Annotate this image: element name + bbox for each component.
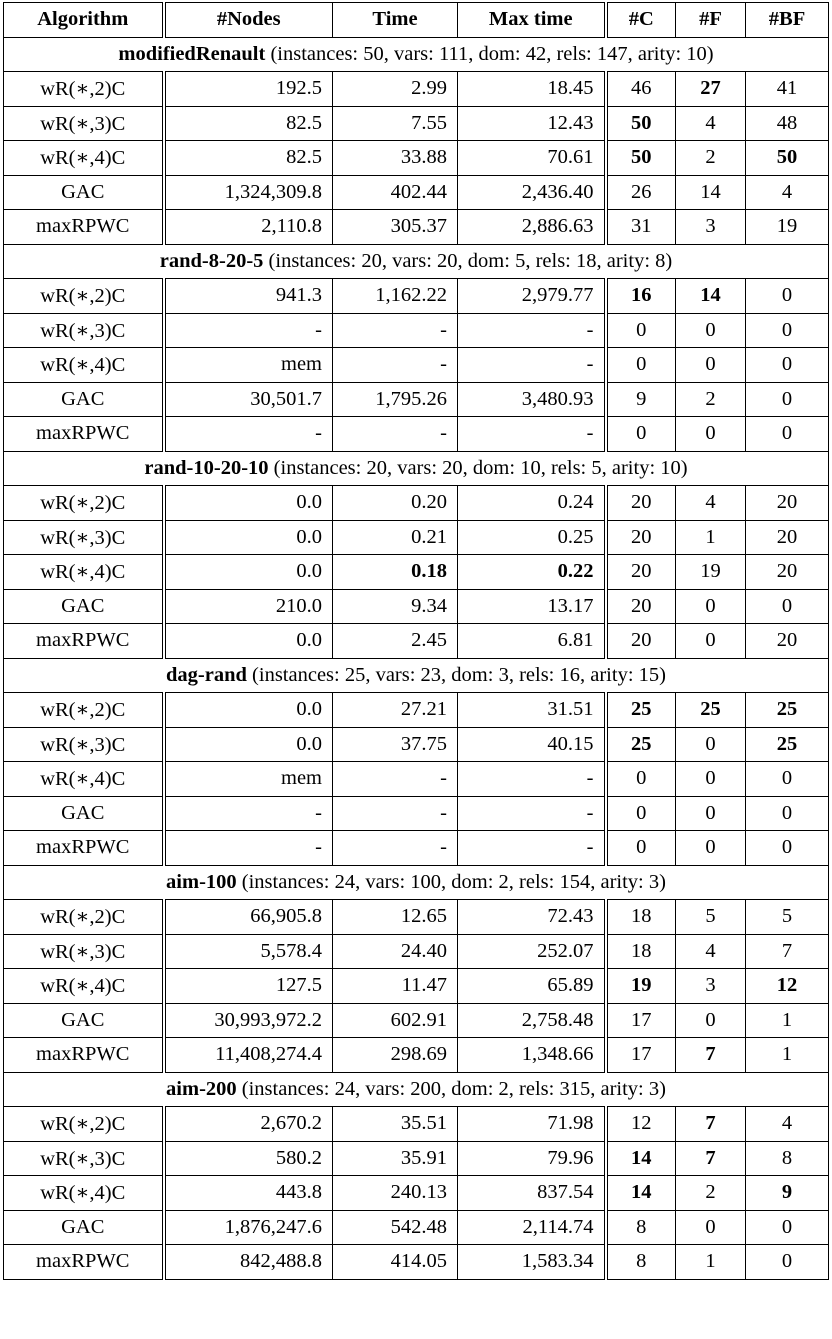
algorithm-cell: maxRPWC (4, 210, 164, 245)
algorithm-cell: GAC (4, 382, 164, 417)
max-time-cell: 0.22 (458, 555, 606, 590)
group-header-row (4, 244, 829, 279)
nodes-cell: 30,993,972.2 (164, 1003, 333, 1038)
table-row (4, 900, 829, 935)
algorithm-cell: wR(∗,3)C (4, 1141, 164, 1176)
header-max-time: Max time (458, 3, 606, 38)
c-count-cell: 25 (606, 727, 676, 762)
algorithm-cell: GAC (4, 175, 164, 210)
f-count-cell: 0 (676, 348, 746, 383)
nodes-cell: 5,578.4 (164, 934, 333, 969)
c-count-cell: 8 (606, 1210, 676, 1245)
c-count-cell: 16 (606, 279, 676, 314)
bf-count-cell: 1 (746, 1003, 829, 1038)
c-count-cell: 20 (606, 520, 676, 555)
time-cell: 305.37 (333, 210, 458, 245)
f-count-cell: 0 (676, 589, 746, 624)
algorithm-cell: maxRPWC (4, 624, 164, 659)
c-count-cell: 18 (606, 900, 676, 935)
f-count-cell: 7 (676, 1141, 746, 1176)
bf-count-cell: 0 (746, 417, 829, 452)
bf-count-cell: 25 (746, 693, 829, 728)
nodes-cell: 30,501.7 (164, 382, 333, 417)
nodes-cell: 941.3 (164, 279, 333, 314)
algorithm-cell: wR(∗,4)C (4, 555, 164, 590)
f-count-cell: 2 (676, 1176, 746, 1211)
c-count-cell: 50 (606, 106, 676, 141)
bf-count-cell: 20 (746, 486, 829, 521)
time-cell: - (333, 417, 458, 452)
table-row (4, 279, 829, 314)
nodes-cell: 0.0 (164, 555, 333, 590)
algorithm-cell: wR(∗,3)C (4, 520, 164, 555)
nodes-cell: - (164, 417, 333, 452)
nodes-cell: 2,110.8 (164, 210, 333, 245)
group-name: dag-rand (166, 663, 247, 686)
nodes-cell: mem (164, 762, 333, 797)
bf-count-cell: 0 (746, 348, 829, 383)
table-row (4, 1210, 829, 1245)
nodes-cell: 2,670.2 (164, 1107, 333, 1142)
bf-count-cell: 20 (746, 624, 829, 659)
f-count-cell: 0 (676, 762, 746, 797)
max-time-cell: - (458, 417, 606, 452)
bf-count-cell: 50 (746, 141, 829, 176)
group-params: (instances: 50, vars: 111, dom: 42, rels: 147, arity: 10) (270, 42, 714, 65)
max-time-cell: 252.07 (458, 934, 606, 969)
algorithm-cell: maxRPWC (4, 831, 164, 866)
algorithm-cell: wR(∗,3)C (4, 727, 164, 762)
f-count-cell: 2 (676, 141, 746, 176)
table-row (4, 1003, 829, 1038)
algorithm-cell: wR(∗,2)C (4, 900, 164, 935)
time-cell: 24.40 (333, 934, 458, 969)
bf-count-cell: 20 (746, 555, 829, 590)
bf-count-cell: 4 (746, 1107, 829, 1142)
time-cell: 12.65 (333, 900, 458, 935)
f-count-cell: 3 (676, 210, 746, 245)
bf-count-cell: 0 (746, 589, 829, 624)
time-cell: 0.21 (333, 520, 458, 555)
header-time: Time (333, 3, 458, 38)
table-row (4, 934, 829, 969)
group-name: aim-200 (166, 1077, 237, 1100)
algorithm-cell: wR(∗,4)C (4, 1176, 164, 1211)
table-row (4, 486, 829, 521)
group-header-row (4, 451, 829, 486)
group-header (4, 658, 829, 693)
bf-count-cell: 0 (746, 762, 829, 797)
group-params: (instances: 20, vars: 20, dom: 10, rels: 5, arity: 10) (273, 456, 688, 479)
nodes-cell: 0.0 (164, 693, 333, 728)
algorithm-cell: GAC (4, 1210, 164, 1245)
bf-count-cell: 25 (746, 727, 829, 762)
c-count-cell: 0 (606, 796, 676, 831)
max-time-cell: 79.96 (458, 1141, 606, 1176)
f-count-cell: 1 (676, 520, 746, 555)
c-count-cell: 8 (606, 1245, 676, 1280)
group-header (4, 37, 829, 72)
table-row (4, 520, 829, 555)
algorithm-cell: wR(∗,4)C (4, 141, 164, 176)
table-row (4, 210, 829, 245)
header-algorithm: Algorithm (4, 3, 164, 38)
algorithm-cell: wR(∗,2)C (4, 1107, 164, 1142)
nodes-cell: 210.0 (164, 589, 333, 624)
max-time-cell: 0.24 (458, 486, 606, 521)
nodes-cell: 443.8 (164, 1176, 333, 1211)
f-count-cell: 7 (676, 1038, 746, 1073)
f-count-cell: 2 (676, 382, 746, 417)
bf-count-cell: 0 (746, 831, 829, 866)
bf-count-cell: 0 (746, 1210, 829, 1245)
header-f: #F (676, 3, 746, 38)
max-time-cell: - (458, 762, 606, 797)
f-count-cell: 4 (676, 934, 746, 969)
c-count-cell: 9 (606, 382, 676, 417)
max-time-cell: 2,758.48 (458, 1003, 606, 1038)
group-header-row (4, 658, 829, 693)
table-row (4, 762, 829, 797)
table-row (4, 313, 829, 348)
time-cell: 27.21 (333, 693, 458, 728)
f-count-cell: 14 (676, 175, 746, 210)
nodes-cell: 0.0 (164, 727, 333, 762)
group-header-row (4, 37, 829, 72)
nodes-cell: - (164, 796, 333, 831)
algorithm-cell: GAC (4, 1003, 164, 1038)
max-time-cell: 72.43 (458, 900, 606, 935)
max-time-cell: - (458, 313, 606, 348)
bf-count-cell: 5 (746, 900, 829, 935)
max-time-cell: 1,583.34 (458, 1245, 606, 1280)
table-row (4, 348, 829, 383)
max-time-cell: 40.15 (458, 727, 606, 762)
bf-count-cell: 0 (746, 382, 829, 417)
max-time-cell: - (458, 831, 606, 866)
max-time-cell: 31.51 (458, 693, 606, 728)
c-count-cell: 25 (606, 693, 676, 728)
table-row (4, 727, 829, 762)
time-cell: 9.34 (333, 589, 458, 624)
max-time-cell: 70.61 (458, 141, 606, 176)
table-row (4, 1176, 829, 1211)
algorithm-cell: maxRPWC (4, 1038, 164, 1073)
time-cell: 414.05 (333, 1245, 458, 1280)
nodes-cell: - (164, 831, 333, 866)
time-cell: - (333, 762, 458, 797)
time-cell: 37.75 (333, 727, 458, 762)
time-cell: 1,795.26 (333, 382, 458, 417)
time-cell: 33.88 (333, 141, 458, 176)
nodes-cell: 1,324,309.8 (164, 175, 333, 210)
algorithm-cell: wR(∗,2)C (4, 279, 164, 314)
c-count-cell: 12 (606, 1107, 676, 1142)
time-cell: 0.20 (333, 486, 458, 521)
group-name: aim-100 (166, 870, 237, 893)
c-count-cell: 0 (606, 348, 676, 383)
bf-count-cell: 1 (746, 1038, 829, 1073)
algorithm-cell: maxRPWC (4, 417, 164, 452)
max-time-cell: 6.81 (458, 624, 606, 659)
results-table (3, 2, 829, 1280)
group-header (4, 865, 829, 900)
nodes-cell: 0.0 (164, 486, 333, 521)
max-time-cell: 837.54 (458, 1176, 606, 1211)
time-cell: 1,162.22 (333, 279, 458, 314)
nodes-cell: 82.5 (164, 106, 333, 141)
max-time-cell: 1,348.66 (458, 1038, 606, 1073)
group-header (4, 451, 829, 486)
group-params: (instances: 24, vars: 100, dom: 2, rels: 154, arity: 3) (241, 870, 666, 893)
f-count-cell: 4 (676, 486, 746, 521)
nodes-cell: 66,905.8 (164, 900, 333, 935)
nodes-cell: 0.0 (164, 624, 333, 659)
table-row (4, 106, 829, 141)
table-row (4, 969, 829, 1004)
f-count-cell: 19 (676, 555, 746, 590)
c-count-cell: 18 (606, 934, 676, 969)
max-time-cell: - (458, 348, 606, 383)
f-count-cell: 1 (676, 1245, 746, 1280)
table-row (4, 1107, 829, 1142)
f-count-cell: 27 (676, 72, 746, 107)
bf-count-cell: 8 (746, 1141, 829, 1176)
table-row (4, 624, 829, 659)
time-cell: 7.55 (333, 106, 458, 141)
table-row (4, 72, 829, 107)
c-count-cell: 20 (606, 624, 676, 659)
table-row (4, 1038, 829, 1073)
max-time-cell: 71.98 (458, 1107, 606, 1142)
group-header (4, 244, 829, 279)
header-c: #C (606, 3, 676, 38)
group-params: (instances: 24, vars: 200, dom: 2, rels: 315, arity: 3) (241, 1077, 666, 1100)
bf-count-cell: 0 (746, 279, 829, 314)
nodes-cell: 192.5 (164, 72, 333, 107)
header-nodes: #Nodes (164, 3, 333, 38)
max-time-cell: 65.89 (458, 969, 606, 1004)
bf-count-cell: 48 (746, 106, 829, 141)
c-count-cell: 19 (606, 969, 676, 1004)
max-time-cell: 2,979.77 (458, 279, 606, 314)
time-cell: 0.18 (333, 555, 458, 590)
nodes-cell: 0.0 (164, 520, 333, 555)
c-count-cell: 17 (606, 1038, 676, 1073)
f-count-cell: 0 (676, 313, 746, 348)
c-count-cell: 20 (606, 555, 676, 590)
f-count-cell: 0 (676, 1003, 746, 1038)
nodes-cell: 1,876,247.6 (164, 1210, 333, 1245)
f-count-cell: 0 (676, 796, 746, 831)
c-count-cell: 46 (606, 72, 676, 107)
group-name: rand-8-20-5 (159, 249, 264, 272)
c-count-cell: 50 (606, 141, 676, 176)
c-count-cell: 14 (606, 1176, 676, 1211)
algorithm-cell: wR(∗,3)C (4, 106, 164, 141)
table-row (4, 141, 829, 176)
table-row (4, 555, 829, 590)
time-cell: 298.69 (333, 1038, 458, 1073)
c-count-cell: 0 (606, 831, 676, 866)
algorithm-cell: GAC (4, 589, 164, 624)
time-cell: 2.45 (333, 624, 458, 659)
nodes-cell: 842,488.8 (164, 1245, 333, 1280)
group-name: rand-10-20-10 (144, 456, 269, 479)
nodes-cell: 580.2 (164, 1141, 333, 1176)
time-cell: 35.51 (333, 1107, 458, 1142)
algorithm-cell: wR(∗,4)C (4, 348, 164, 383)
header-bf: #BF (746, 3, 829, 38)
bf-count-cell: 9 (746, 1176, 829, 1211)
table-row (4, 417, 829, 452)
c-count-cell: 31 (606, 210, 676, 245)
algorithm-cell: wR(∗,2)C (4, 693, 164, 728)
time-cell: 2.99 (333, 72, 458, 107)
f-count-cell: 0 (676, 417, 746, 452)
f-count-cell: 0 (676, 624, 746, 659)
table-body (4, 37, 829, 1279)
c-count-cell: 20 (606, 589, 676, 624)
time-cell: 35.91 (333, 1141, 458, 1176)
algorithm-cell: GAC (4, 796, 164, 831)
c-count-cell: 20 (606, 486, 676, 521)
algorithm-cell: wR(∗,3)C (4, 934, 164, 969)
max-time-cell: 13.17 (458, 589, 606, 624)
c-count-cell: 26 (606, 175, 676, 210)
algorithm-cell: wR(∗,4)C (4, 969, 164, 1004)
bf-count-cell: 12 (746, 969, 829, 1004)
c-count-cell: 0 (606, 313, 676, 348)
group-params: (instances: 25, vars: 23, dom: 3, rels: 16, arity: 15) (252, 663, 666, 686)
time-cell: - (333, 348, 458, 383)
group-name: modifiedRenault (118, 42, 266, 65)
bf-count-cell: 0 (746, 1245, 829, 1280)
bf-count-cell: 0 (746, 313, 829, 348)
f-count-cell: 7 (676, 1107, 746, 1142)
nodes-cell: 82.5 (164, 141, 333, 176)
f-count-cell: 25 (676, 693, 746, 728)
max-time-cell: - (458, 796, 606, 831)
time-cell: - (333, 796, 458, 831)
bf-count-cell: 4 (746, 175, 829, 210)
f-count-cell: 0 (676, 831, 746, 866)
nodes-cell: 127.5 (164, 969, 333, 1004)
bf-count-cell: 7 (746, 934, 829, 969)
time-cell: 240.13 (333, 1176, 458, 1211)
algorithm-cell: wR(∗,2)C (4, 486, 164, 521)
f-count-cell: 0 (676, 727, 746, 762)
max-time-cell: 0.25 (458, 520, 606, 555)
table-row (4, 175, 829, 210)
group-header (4, 1072, 829, 1107)
algorithm-cell: wR(∗,3)C (4, 313, 164, 348)
c-count-cell: 14 (606, 1141, 676, 1176)
bf-count-cell: 0 (746, 796, 829, 831)
algorithm-cell: wR(∗,4)C (4, 762, 164, 797)
f-count-cell: 14 (676, 279, 746, 314)
group-header-row (4, 1072, 829, 1107)
bf-count-cell: 41 (746, 72, 829, 107)
nodes-cell: 11,408,274.4 (164, 1038, 333, 1073)
table-row (4, 693, 829, 728)
algorithm-cell: maxRPWC (4, 1245, 164, 1280)
f-count-cell: 3 (676, 969, 746, 1004)
table-row (4, 1141, 829, 1176)
time-cell: 602.91 (333, 1003, 458, 1038)
table-row (4, 1245, 829, 1280)
time-cell: 11.47 (333, 969, 458, 1004)
nodes-cell: mem (164, 348, 333, 383)
header-row (4, 3, 829, 38)
f-count-cell: 0 (676, 1210, 746, 1245)
bf-count-cell: 20 (746, 520, 829, 555)
bf-count-cell: 19 (746, 210, 829, 245)
group-params: (instances: 20, vars: 20, dom: 5, rels: 18, arity: 8) (268, 249, 673, 272)
c-count-cell: 0 (606, 417, 676, 452)
c-count-cell: 0 (606, 762, 676, 797)
f-count-cell: 5 (676, 900, 746, 935)
table-row (4, 589, 829, 624)
c-count-cell: 17 (606, 1003, 676, 1038)
group-header-row (4, 865, 829, 900)
time-cell: 402.44 (333, 175, 458, 210)
table-row (4, 831, 829, 866)
time-cell: - (333, 831, 458, 866)
max-time-cell: 2,436.40 (458, 175, 606, 210)
max-time-cell: 12.43 (458, 106, 606, 141)
table-row (4, 796, 829, 831)
max-time-cell: 3,480.93 (458, 382, 606, 417)
max-time-cell: 18.45 (458, 72, 606, 107)
table-row (4, 382, 829, 417)
time-cell: - (333, 313, 458, 348)
nodes-cell: - (164, 313, 333, 348)
time-cell: 542.48 (333, 1210, 458, 1245)
max-time-cell: 2,114.74 (458, 1210, 606, 1245)
f-count-cell: 4 (676, 106, 746, 141)
max-time-cell: 2,886.63 (458, 210, 606, 245)
algorithm-cell: wR(∗,2)C (4, 72, 164, 107)
